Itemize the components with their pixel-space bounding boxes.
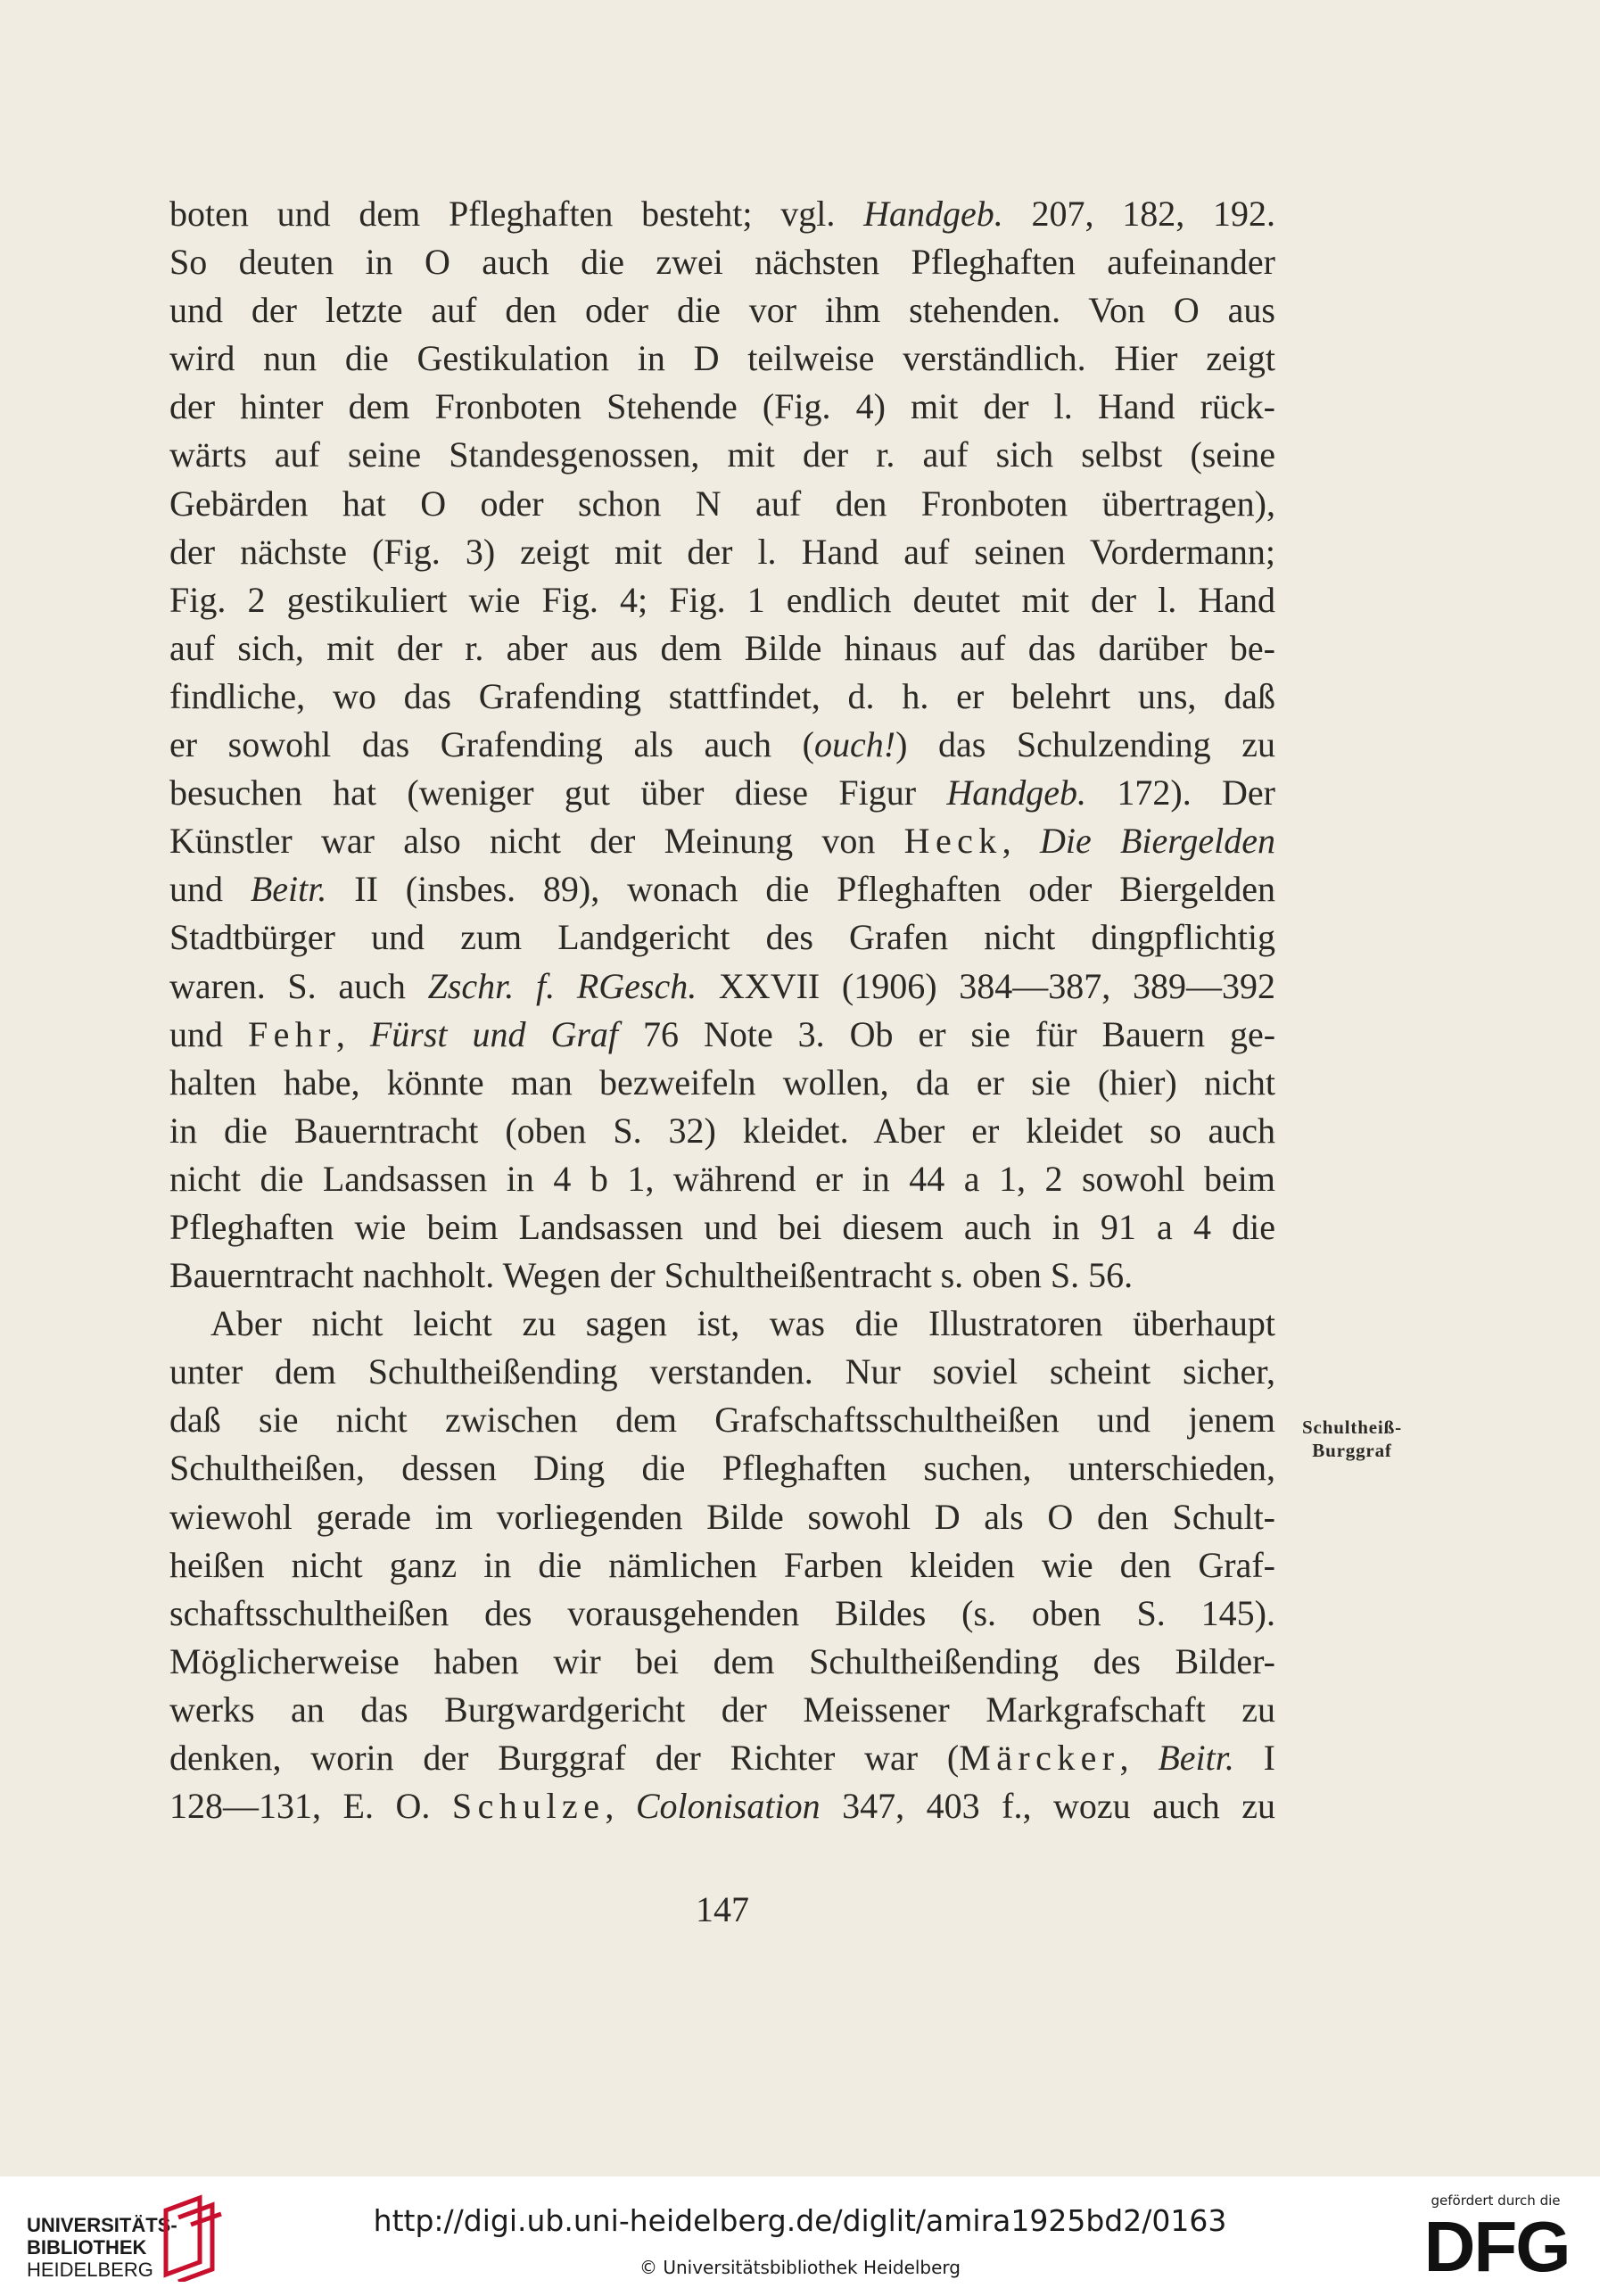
text-segment: Aber nicht leicht zu sagen ist, was die Illustratoren überhaupt bbox=[210, 1303, 1275, 1344]
text-segment: nicht die Landsassen in 4 b 1, während er in 44 a 1, 2 sowohl beim bbox=[169, 1158, 1275, 1199]
text-segment: 172). Der bbox=[1086, 772, 1276, 814]
text-segment: daß sie nicht zwischen dem Grafschaftsschultheißen und jenem bbox=[169, 1400, 1275, 1441]
text-segment: 347, 403 f., wozu auch zu bbox=[820, 1786, 1275, 1827]
text-line bbox=[169, 865, 1275, 913]
text-segment: auf sich, mit der r. aber aus dem Bilde hinaus auf das darüber be- bbox=[169, 627, 1275, 668]
text-segment: findliche, wo das Grafending stattfindet, d. h. er belehrt uns, daß bbox=[169, 675, 1275, 716]
text-segment: denken, worin der Burggraf der Richter war ( bbox=[169, 1738, 960, 1778]
text-segment: , bbox=[1002, 821, 1040, 862]
text-line bbox=[169, 1541, 1275, 1590]
text-segment: I bbox=[1233, 1738, 1275, 1778]
text-segment: Heck bbox=[903, 821, 1002, 862]
text-segment: , bbox=[1119, 1738, 1159, 1778]
body-text bbox=[169, 190, 1275, 1830]
text-segment: Schulze bbox=[451, 1786, 606, 1827]
text-segment: Beitr. bbox=[250, 869, 327, 910]
text-line bbox=[169, 1638, 1275, 1686]
dfg-caption: gefördert durch die bbox=[1431, 2193, 1561, 2209]
text-segment: und bbox=[169, 869, 251, 910]
text-segment: Stadtbürger und zum Landgericht des Grafen nicht dingpflichtig bbox=[169, 917, 1275, 958]
margin-note-line-2: Burggraf bbox=[1312, 1440, 1392, 1461]
text-line bbox=[169, 1155, 1275, 1203]
text-segment: So deuten in O auch die zwei nächsten Pfleghaften aufeinander bbox=[169, 242, 1275, 283]
text-segment: unter dem Schultheißending verstanden. Nur soviel scheint sicher, bbox=[169, 1351, 1275, 1392]
text-line bbox=[169, 673, 1275, 721]
copyright-notice: © Universitätsbibliothek Heidelberg bbox=[639, 2257, 961, 2278]
text-segment: halten habe, könnte man bezweifeln wollen, da er sie (hier) nicht bbox=[169, 1061, 1275, 1103]
page-number: 147 bbox=[696, 1889, 749, 1929]
text-line bbox=[169, 817, 1275, 865]
text-segment: Fehr bbox=[247, 1013, 336, 1054]
text-segment: werks an das Burgwardgericht der Meissener Markgrafschaft zu bbox=[169, 1689, 1275, 1730]
text-segment: Handgeb. bbox=[863, 194, 1003, 234]
text-segment: ouch! bbox=[813, 724, 896, 765]
text-segment: Zschr. f. RGesch. bbox=[427, 965, 697, 1006]
text-line bbox=[169, 1300, 1275, 1348]
text-line bbox=[169, 1396, 1275, 1444]
text-segment: Bauerntracht nachholt. Wegen der Schultheißentracht s. oben S. 56. bbox=[169, 1255, 1134, 1296]
text-segment: , bbox=[605, 1786, 636, 1827]
text-segment: er sowohl das Grafending als auch ( bbox=[169, 724, 814, 765]
footer-bar bbox=[0, 2176, 1600, 2296]
text-segment: Handgeb. bbox=[946, 772, 1087, 814]
text-line bbox=[169, 1734, 1275, 1782]
text-line bbox=[169, 383, 1275, 431]
text-segment: Gebärden hat O oder schon N auf den Fronboten übertragen), bbox=[169, 483, 1275, 524]
text-line bbox=[169, 1444, 1275, 1492]
text-line bbox=[169, 190, 1275, 238]
text-line bbox=[169, 962, 1275, 1011]
text-segment: wird nun die Gestikulation in D teilweise verständlich. Hier zeigt bbox=[169, 338, 1275, 379]
text-segment: und der letzte auf den oder die vor ihm stehenden. Von O aus bbox=[169, 290, 1275, 331]
text-segment: heißen nicht ganz in die nämlichen Farben kleiden wie den Graf- bbox=[169, 1544, 1275, 1585]
text-line bbox=[169, 238, 1275, 286]
text-line bbox=[169, 769, 1275, 817]
dfg-logo: DFG bbox=[1423, 2207, 1570, 2286]
text-line bbox=[169, 624, 1275, 673]
text-line bbox=[169, 286, 1275, 334]
text-line bbox=[169, 1203, 1275, 1251]
text-segment: Schultheißen, dessen Ding die Pfleghaften suchen, unterschieden, bbox=[169, 1448, 1275, 1489]
text-segment: boten und dem Pfleghaften besteht; vgl. bbox=[169, 194, 864, 234]
text-line bbox=[169, 1686, 1275, 1734]
library-name-line-1: UNIVERSITÄTS- bbox=[27, 2214, 177, 2236]
text-line bbox=[169, 913, 1275, 962]
text-segment: 76 Note 3. Ob er sie für Bauern ge- bbox=[618, 1013, 1276, 1054]
text-line bbox=[169, 1493, 1275, 1541]
text-line bbox=[169, 1251, 1275, 1300]
text-segment: und bbox=[169, 1013, 248, 1054]
text-line bbox=[169, 431, 1275, 479]
text-line bbox=[169, 721, 1275, 769]
text-segment: wärts auf seine Standesgenossen, mit der r. auf sich selbst (seine bbox=[169, 434, 1275, 475]
text-line bbox=[169, 1590, 1275, 1638]
text-segment: waren. S. auch bbox=[169, 965, 428, 1006]
text-segment: Die Biergelden bbox=[1039, 821, 1275, 862]
text-segment: 207, 182, 192. bbox=[1002, 194, 1276, 234]
margin-note-line-1: Schultheiß- bbox=[1302, 1416, 1402, 1438]
text-line bbox=[169, 1348, 1275, 1396]
text-segment: Fig. 2 gestikuliert wie Fig. 4; Fig. 1 endlich deutet mit der l. Hand bbox=[169, 579, 1275, 620]
text-line bbox=[169, 1107, 1275, 1155]
text-segment: ) das Schulzending zu bbox=[895, 724, 1275, 765]
text-segment: Colonisation bbox=[635, 1786, 821, 1827]
text-segment: besuchen hat (weniger gut über diese Figur bbox=[169, 772, 947, 814]
text-segment: in die Bauerntracht (oben S. 32) kleidet. Aber er kleidet so auch bbox=[169, 1110, 1275, 1151]
text-segment: wiewohl gerade im vorliegenden Bilde sowohl D als O den Schult- bbox=[169, 1496, 1275, 1537]
text-line bbox=[169, 480, 1275, 528]
text-segment: schaftsschultheißen des vorausgehenden Bildes (s. oben S. 145). bbox=[169, 1592, 1275, 1633]
text-segment: Märcker bbox=[959, 1738, 1120, 1778]
text-segment: Beitr. bbox=[1158, 1738, 1234, 1778]
text-line bbox=[169, 1059, 1275, 1107]
text-line bbox=[169, 528, 1275, 576]
text-segment: II (insbes. 89), wonach die Pfleghaften oder Biergelden bbox=[326, 869, 1275, 910]
permalink-url[interactable]: http://digi.ub.uni-heidelberg.de/diglit/amira1925bd2/0163 bbox=[373, 2203, 1227, 2238]
text-line bbox=[169, 1011, 1275, 1059]
text-segment: Fürst und Graf bbox=[369, 1013, 619, 1054]
text-segment: , bbox=[335, 1013, 370, 1054]
library-name-line-2: BIBLIOTHEK bbox=[27, 2236, 147, 2259]
text-line bbox=[169, 1782, 1275, 1830]
text-segment: Pfleghaften wie beim Landsassen und bei diesem auch in 91 a 4 die bbox=[169, 1206, 1275, 1247]
text-segment: der nächste (Fig. 3) zeigt mit der l. Hand auf seinen Vordermann; bbox=[169, 531, 1275, 572]
library-name-line-3: HEIDELBERG bbox=[27, 2259, 153, 2281]
text-segment: Möglicherweise haben wir bei dem Schultheißending des Bilder- bbox=[169, 1640, 1275, 1681]
text-segment: 128—131, E. O. bbox=[169, 1786, 452, 1827]
text-line bbox=[169, 576, 1275, 624]
text-line bbox=[169, 334, 1275, 383]
margin-note bbox=[1290, 1416, 1414, 1462]
text-segment: der hinter dem Fronboten Stehende (Fig. 4) mit der l. Hand rück- bbox=[169, 386, 1275, 427]
text-segment: XXVII (1906) 384—387, 389—392 bbox=[697, 965, 1275, 1006]
text-segment: Künstler war also nicht der Meinung von bbox=[169, 821, 904, 862]
